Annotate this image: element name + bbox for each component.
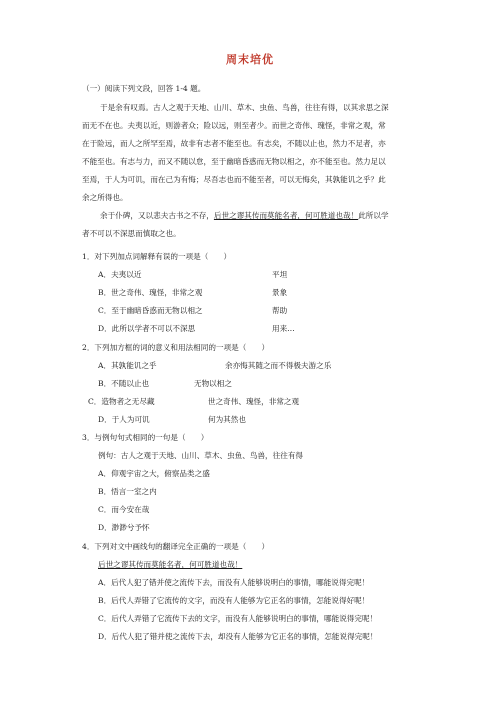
q1-option-b: B．世之奇伟、瑰怪，非常之观 [98,288,203,297]
q3-option-a: A．仰观宇宙之大，俯察品类之盛 [98,469,210,478]
q3-option-d: D．渺渺兮予怀 [98,523,150,532]
q1-option-d-gloss: 用来… [272,324,295,333]
section-intro: （一）阅读下列文段，回答 1-4 题。 [82,84,206,93]
passage-line: 而无不在也。夫夷以近，则游者众；险以远，则至者少。而世之奇伟、瑰怪，非常之观，常 [82,121,386,130]
q3-option-b: B．悟言一室之内 [98,487,157,496]
q2-option-b: B．不随以止也 [98,379,150,388]
q1-option-c: C．至于幽暗昏惑而无物以相之 [98,306,203,315]
q2-option-a: A．其孰能讥之乎 [98,361,157,370]
passage-text: 余于仆碑，又以悲夫古书之不存， [100,211,214,220]
question-4-stem: 4．下列对文中画线句的翻译完全正确的一项是（ ） [82,542,270,551]
passage-line: 不能至也。有志与力，而又不随以怠，至于幽暗昏惑而无物以相之，亦不能至也。然力足以 [82,157,386,166]
q1-option-a: A．夫夷以近 [98,270,142,279]
q4-option-d: D．后代人犯了错并使之流传下去，却没有人能够为它正名的事情，怎能说得完呢！ [98,632,378,641]
passage-line: 至焉，于人为可讥，而在己为有悔；尽吾志也而不能至者，可以无悔矣，其孰能讥之乎？此 [82,175,386,184]
passage-line [100,211,389,221]
q4-option-a: A．后代人犯了错并使之流传下去，而没有人能够说明白的事情，哪能说得完呢！ [98,578,370,587]
q3-option-c: C．而今安在哉 [98,505,150,514]
passage-line: 余之所得也。 [82,193,128,202]
q1-option-d: D．此所以学者不可以不深思 [98,324,196,333]
question-2-stem: 2．下列加方框的词的意义和用法相同的一项是（ ） [82,343,270,352]
q2-option-d: D．于人为可讥 [98,415,150,424]
q2-option-c-compare: 世之奇伟、瑰怪，非常之观 [208,397,300,406]
passage-text: 此所以学 [358,211,389,220]
q1-option-a-gloss: 平坦 [272,270,288,279]
q4-option-b: B．后代人弄错了它流传的文字，而没有人能够为它正名的事情，怎能说得好呢！ [98,596,370,605]
q2-option-b-compare: 无物以相之 [194,379,232,388]
question-3-stem: 3．与例句句式相同的一句是（ ） [82,433,209,442]
q2-option-a-compare: 余亦悔其随之而不得极夫游之乐 [225,361,332,370]
passage-line: 于是余有叹焉。古人之观于天地、山川、草木、虫鱼、鸟兽，往往有得，以其求思之深 [100,103,389,112]
q1-option-c-gloss: 帮助 [272,306,288,315]
question-1-stem: 1．对下列加点词解释有误的一项是（ ） [82,252,232,261]
q3-example: 例句：古人之观于天地、山川、草木、虫鱼、鸟兽，往往有得 [98,451,304,460]
q2-option-d-compare: 何为其然也 [208,415,246,424]
passage-line: 者不可以不深思而慎取之也。 [82,229,181,238]
q4-option-c: C．后代人弄错了它流传下去的文字，而没有人能够说明白的事情，哪能说得完呢！ [98,614,378,623]
passage-line: 在于险远，而人之所罕至焉，故非有志者不能至也。有志矣，不随以止也，然力不足者，亦 [82,139,386,148]
q2-option-c: C．造物者之无尽藏 [88,397,155,406]
underlined-sentence: 后世之谬其传而莫能名者，何可胜道也哉！ [213,211,359,220]
q4-target-sentence: 后世之谬其传而莫能名者，何可胜道也哉！ [98,560,243,569]
page-title: 周末培优 [226,53,274,66]
q1-option-b-gloss: 景象 [272,288,288,297]
